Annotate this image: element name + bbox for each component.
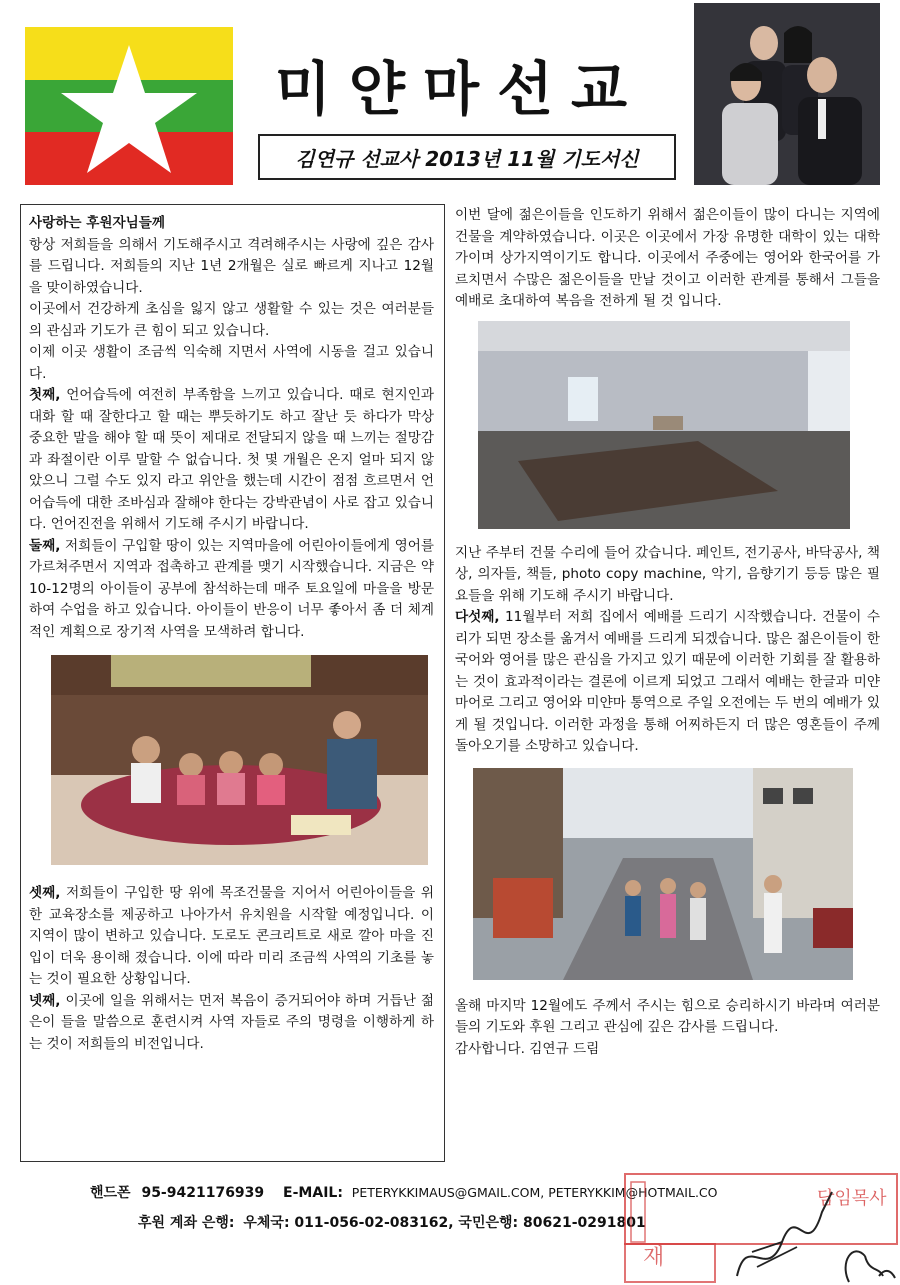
children-class-photo <box>51 655 428 865</box>
subtitle-box <box>258 134 676 180</box>
page-title: 미얀마선교 <box>274 55 646 123</box>
email-addresses[interactable]: PETERYKKIMAUS@GMAIL.COM, PETERYKKIM@HOTMAIL.CO <box>351 1185 718 1200</box>
street-scene-photo <box>473 768 853 980</box>
phone-label: 핸드폰 <box>90 1185 131 1201</box>
paragraph-fifth <box>455 607 880 758</box>
church-seal-stamp <box>617 1172 899 1284</box>
signature-line: 감사합니다. 김연규 드림 <box>455 1040 600 1057</box>
third-lead: 셋째, <box>29 885 61 901</box>
paragraph-intro: 항상 저희들을 의해서 기도해주시고 격려해주시는 사랑에 깊은 감사를 드립니다. 저희들의 지난 1년 2개월은 실로 빠르게 지나고 12월을 맞이하였습니다. <box>29 236 434 296</box>
paragraph-ministry-start: 이제 이곳 생활이 조금씩 익숙해 지면서 사역에 시동을 걸고 있습니다. <box>29 344 434 382</box>
greeting: 사랑하는 후원자님들께 <box>29 215 166 231</box>
paragraph-first <box>29 385 434 536</box>
paragraph-third <box>29 883 434 991</box>
phone-number: 95-9421176939 <box>141 1185 265 1201</box>
email-label: E-MAIL: <box>283 1185 343 1201</box>
fourth-lead: 넷째, <box>29 992 61 1009</box>
paragraph-fourth <box>29 991 434 1056</box>
bank-label: 후원 계좌 은행: <box>138 1215 235 1231</box>
fifth-text: 11월부터 저희 집에서 예배를 드리기 시작했습니다. 건물이 수리가 되면 장소를 옮겨서 예배를 드리게 되겠습니다. 많은 젊은이들이 한국어와 영어를 많은 관심을 가지고 있기 때문에 이러한 기회를 잘 활용하는 것이 효과적이라는 결론에 이르게 되었고 그래서 예배는 한글과 미얀마어로 그리고 영어와 미얀마 통역으로 주일 오전에는 두 번의 예배가 있게 될 것입니다. 이러한 과정을 통해 어찌하든지 더 많은 영혼들이 주께 돌아오기를 소망하고 있습니다. <box>455 609 880 754</box>
flag-star-icon <box>25 27 233 185</box>
stamp-char: 재 <box>643 1245 665 1270</box>
paragraph-health: 이곳에서 건강하게 초심을 잃지 않고 생활할 수 있는 것은 여러분들의 관심과 기도가 큰 힘이 되고 있습니다. <box>29 301 434 339</box>
subtitle: 김연규 선교사 2013년 11월 기도서신 <box>295 146 639 171</box>
empty-building-photo <box>478 321 850 529</box>
paragraph-second <box>29 536 434 644</box>
first-text: 언어습득에 여전히 부족함을 느끼고 있습니다. 때로 현지인과 대화 할 때 잘한다고 할 때는 뿌듯하기도 하고 잘난 듯 하다가 막상 중요한 말을 해야 할 때 뜻이 제대로 전달되지 않을 때 느끼는 절망감과 좌절이란 이루 말할 수 없습니다. 첫 몇 개월은 온지 얼마 되지 않았으니 그럴 수도 있지 라고 위안을 했는데 시간이 점점 흐르면서 언어습득에 대한 조바심과 잘해야 한다는 강박관념이 사로 잡고 있습니다. 언어진전을 위해서 기도해 주시기 바랍니다. <box>29 387 434 532</box>
family-photo <box>694 3 880 185</box>
bank-row <box>138 1212 646 1232</box>
paragraph-repair: 지난 주부터 건물 수리에 들어 갔습니다. 페인트, 전기공사, 바닥공사, 책상, 의자들, 책들, photo copy machine, 악기, 음향기기 등등 많은 필요들을 위해 기도해 주시기 바랍니다. <box>455 544 880 604</box>
bank-info: 우체국: 011-056-02-083162, 국민은행: 80621-0291801 <box>243 1215 646 1231</box>
myanmar-flag <box>25 27 233 185</box>
first-lead: 첫째, <box>29 387 61 403</box>
second-text: 저희들이 구입할 땅이 있는 지역마을에 어린아이들에게 영어를 가르쳐주면서 지역과 접촉하고 관계를 맺기 시작했습니다. 지금은 약 10-12명의 아이들이 공부에 참석하는데 매주 토요일에 마을을 방문하여 수업을 하고 있습니다. 아이들이 반응이 너무 좋아서 좀 더 체계적인 계획으로 장기적 사역을 모색하려 합니다. <box>29 537 434 640</box>
fourth-text: 이곳에 일을 위해서는 먼저 복음이 증거되어야 하며 거듭난 젊은이 들을 말씀으로 훈련시켜 사역 자들로 주의 명령을 이행하게 하는 것이 저희들의 비전입니다. <box>29 992 434 1052</box>
stamp-text: 담임목사 <box>817 1188 887 1209</box>
paragraph-closing: 올해 마지막 12월에도 주께서 주시는 힘으로 승리하시기 바라며 여러분들의 기도와 후원 그리고 관심에 깊은 감사를 드립니다. <box>455 997 880 1035</box>
paragraph-building-contract: 이번 달에 젊은이들을 인도하기 위해서 젊은이들이 많이 다니는 지역에 건물을 계약하였습니다. 이곳은 이곳에서 가장 유명한 대학이 있는 대학가이며 상가지역이기도 합니다. 이곳에서 주중에는 영어와 한국어를 가르치면서 수많은 젊은이들을 만날 것이고 이러한 관계를 통해서 그들을 예배로 초대하여 복음을 전하게 될 것 입니다. <box>455 207 880 309</box>
second-lead: 둘째, <box>29 537 61 554</box>
right-column <box>455 205 880 1060</box>
left-column <box>20 204 445 1162</box>
third-text: 저희들이 구입한 땅 위에 목조건물을 지어서 어린아이들을 위한 교육장소를 제공하고 나아가서 유치원을 시작할 예정입니다. 이 지역이 많이 변하고 있습니다. 도로도 콘크리트로 새로 깔아 마을 진입이 더욱 용이해 졌습니다. 이에 따라 미리 조금씩 사역의 기초를 놓는 것이 필요한 상황입니다. <box>29 885 434 987</box>
fifth-lead: 다섯째, <box>455 609 500 625</box>
